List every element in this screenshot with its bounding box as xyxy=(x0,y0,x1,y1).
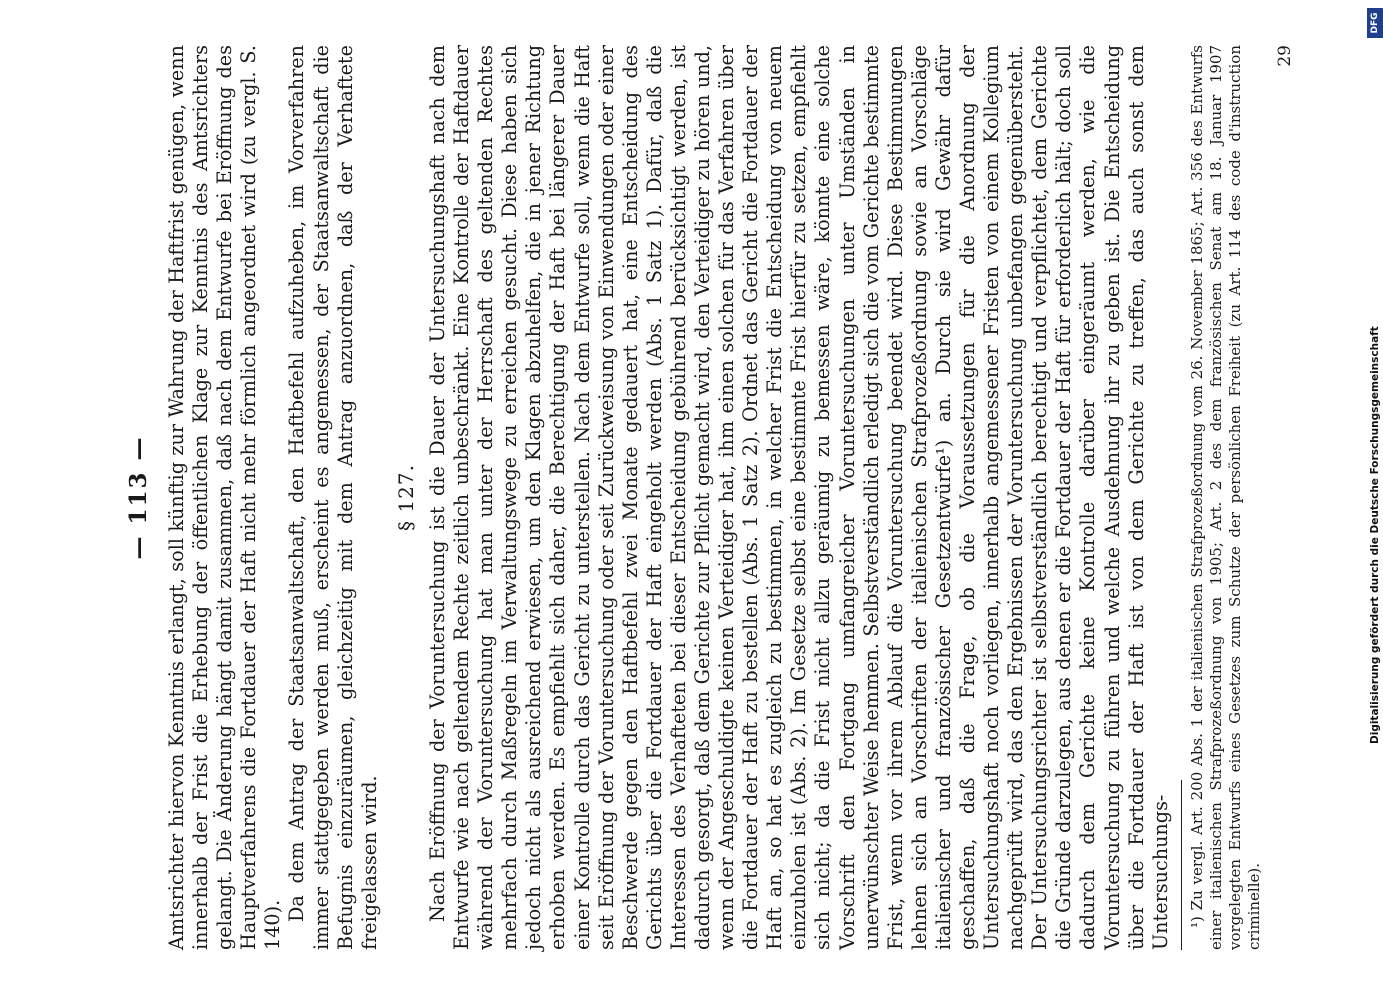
dfg-logo-text: DFG xyxy=(1370,12,1380,34)
signature-mark: 29 xyxy=(1275,45,1295,67)
section-heading: § 127. xyxy=(393,464,418,531)
dfg-logo-icon xyxy=(1367,8,1383,38)
paragraph-2: Da dem Antrag der Staatsanwaltschaft, den Haftbefehl aufzuheben, im Vorverfahren immer stattgegeben werden muß, erscheint es angemessen, der Staatsanwaltschaft die Befugnis einzuräumen, gleichzeitig mit dem Antrag anzuordnen, daß der Verhaftete freigelassen wird. xyxy=(285,45,381,950)
credit-strip xyxy=(1367,8,1383,988)
digitization-credit: Digitalisierung gefördert durch die Deutsche Forschungsgemeinschaft xyxy=(1369,326,1381,744)
footnote: ¹) Zu vergl. Art. 200 Abs. 1 der italienischen Strafprozeßordnung vom 26. November 1865; Art. 356 des Entwurfs einer italienischen Strafprozeßordnung von 1905; Art. 2 des dem französischen Senat am 18. Januar 1907 vorgelegten Entwurfs eines Gesetzes zum Schutze der persönlichen Freiheit (zu Art. 114 des code d'instruction criminelle). xyxy=(1187,45,1263,950)
body-text xyxy=(165,45,1173,950)
paragraph-3: Nach Eröffnung der Voruntersuchung ist die Dauer der Untersuchungshaft nach dem Entwurfe wie nach geltendem Rechte zeitlich unbeschränkt. Eine Kontrolle der Haftdauer während der Voruntersuchung hat man unter der Herrschaft des geltenden Rechtes mehrfach durch Maßregeln im Verwaltungswege zu erreichen gesucht. Diese haben sich jedoch nicht als ausreichend erwiesen, um den Klagen abzuhelfen, die in jener Richtung erhoben werden. Es empfiehlt sich daher, die Berechtigung der Haft bei längerer Dauer einer Kontrolle durch das Gericht zu unterstellen. Nach dem Entwurfe soll, wenn die Haft seit Eröffnung der Voruntersuchung oder seit Zurückweisung von Einwendungen oder einer Beschwerde gegen den Haftbefehl zwei Monate gedauert hat, eine Entscheidung des Gerichts über die Fortdauer der Haft eingeholt werden (Abs. 1 Satz 1). Dafür, daß die Interessen des Verhafteten bei dieser Entscheidung gebührend berücksichtigt werden, ist dadurch gesorgt, daß dem Gerichte zur Pflicht gemacht wird, den Verteidiger zu hören und, wenn der Angeschuldigte keinen Verteidiger hat, ihm einen solchen für das Verfahren über die Fortdauer der Haft zu bestellen (Abs. 1 Satz 2). Ordnet das Gericht die Fortdauer der Haft an, so hat es zugleich zu bestimmen, in welcher Frist die Entscheidung von neuem einzuholen ist (Abs. 2). Im Gesetze selbst eine bestimmte Frist hierfür zu setzen, empfiehlt sich nicht; da die Frist nicht allzu geräumig zu bemessen wäre, könnte eine solche Vorschrift den Fortgang umfangreicher Voruntersuchungen unter Umständen in unerwünschter Weise hemmen. Selbstverständlich erledigt sich die vom Gerichte bestimmte Frist, wenn vor ihrem Ablauf die Voruntersuchung beendet wird. Diese Bestimmungen lehnen sich an Vorschriften der italienischen Strafprozeßordnung sowie an Vorschläge italienischer und französischer Gesetzentwürfe¹) an. Durch sie wird Gewähr dafür geschaffen, daß die Frage, ob die Voraussetzungen für die Anordnung der Untersuchungshaft noch vorliegen, innerhalb angemessener Fristen von einem Kollegium nachgeprüft wird, das den Ergebnissen der Voruntersuchung unbefangen gegenübersteht. Der Untersuchungsrichter ist selbstverständlich berechtigt und verpflichtet, dem Gerichte die Gründe darzulegen, aus denen er die Fortdauer der Haft für erforderlich hält; doch soll dadurch dem Gerichte keine Kontrolle darüber eingeräumt werden, wie die Voruntersuchung zu führen und welche Ausdehnung ihr zu geben ist. Die Entscheidung über die Fortdauer der Haft ist von dem Gerichte zu treffen, das auch sonst dem Untersuchungs- xyxy=(425,45,1172,950)
footnote-divider xyxy=(1181,780,1182,950)
document-page xyxy=(125,45,1295,950)
paragraph-1: Amtsrichter hiervon Kenntnis erlangt, soll künftig zur Wahrung der Haftfrist genügen, wenn innerhalb der Frist die Erhebung der öffentlichen Klage zur Kenntnis des Amtsrichters gelangt. Die Änderung hängt damit zusammen, daß nach dem Entwurfe bei Eröffnung des Hauptverfahrens die Fortdauer der Haft nicht mehr förmlich angeordnet wird (zu vergl. S. 140). xyxy=(165,45,285,950)
page-header: — 113 — xyxy=(125,435,152,560)
